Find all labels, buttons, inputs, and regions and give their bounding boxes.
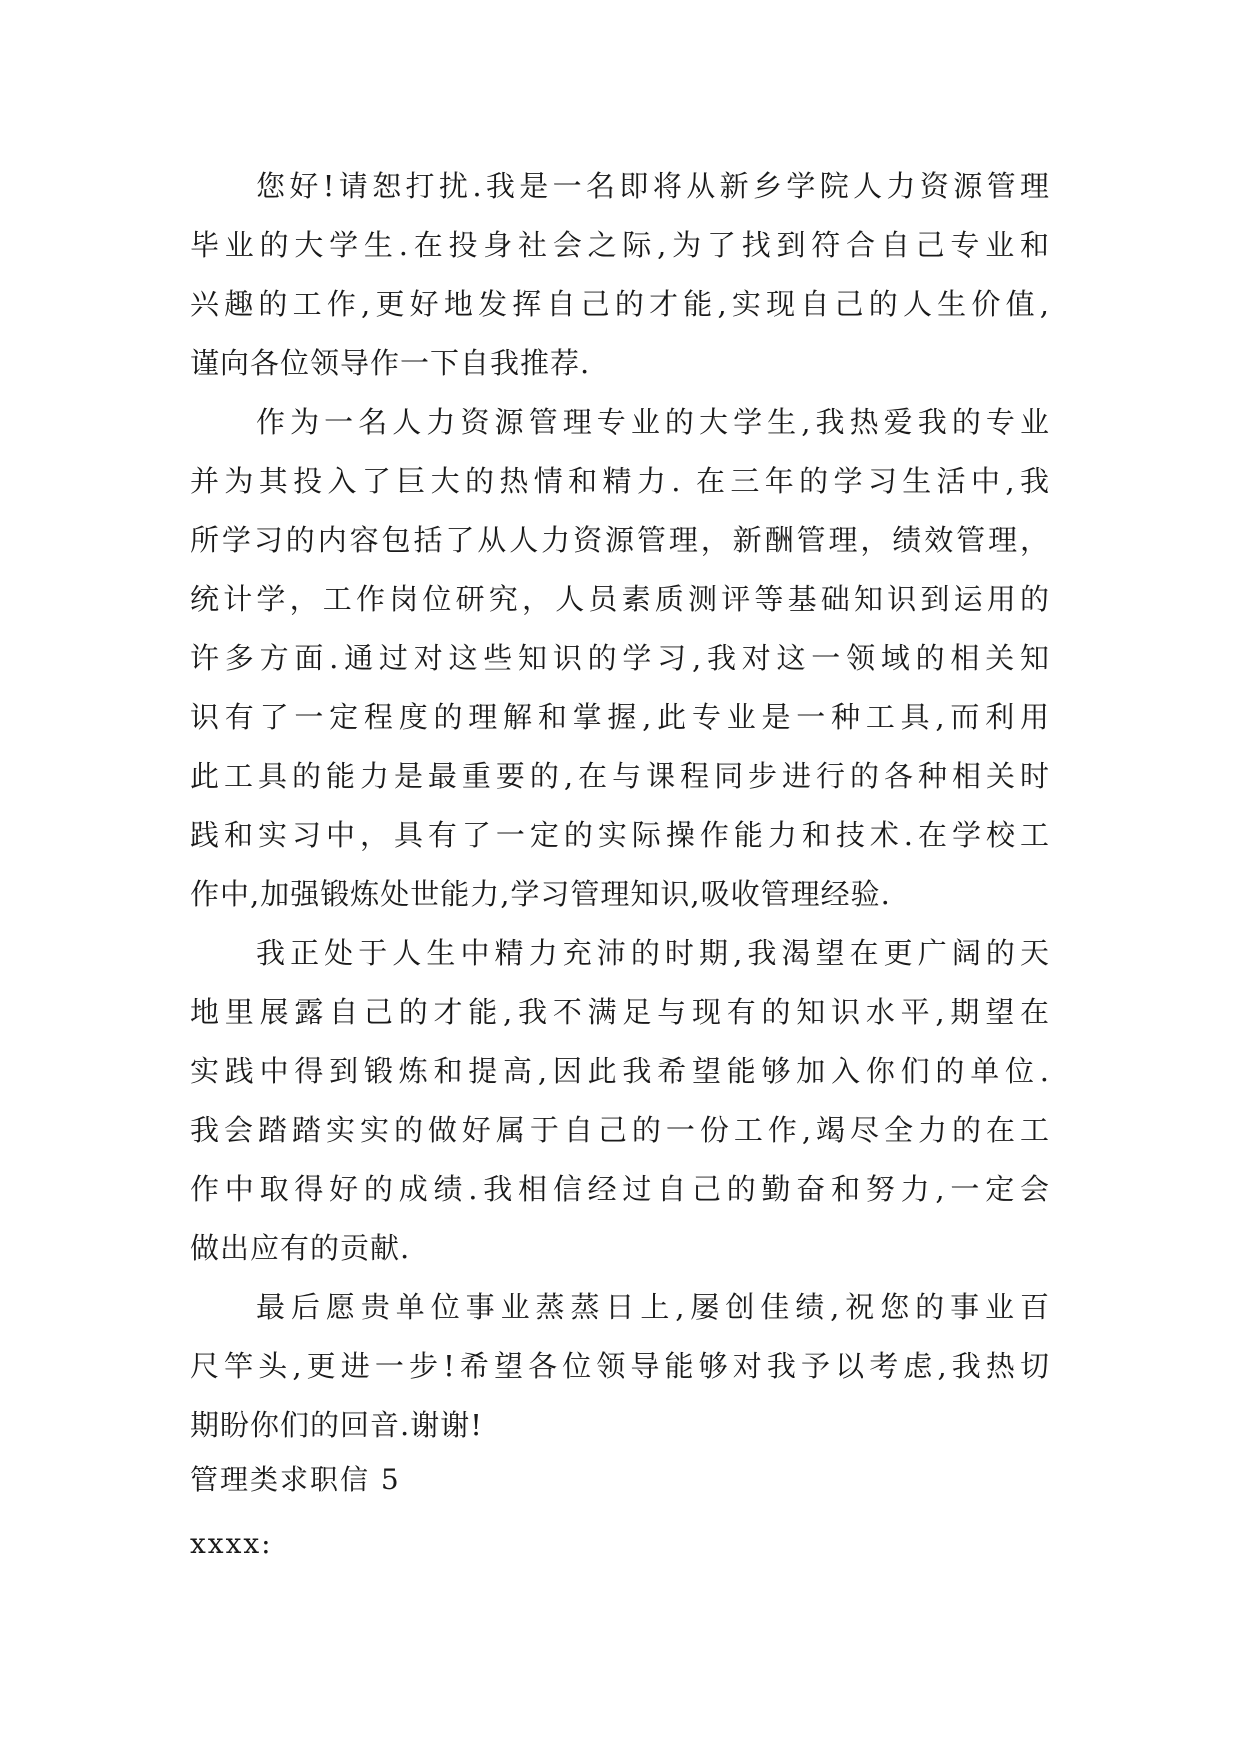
- paragraph-line: 作中,加强锻炼处世能力,学习管理知识,吸收管理经验.: [190, 877, 891, 911]
- paragraph-line: 最后愿贵单位事业蒸蒸日上,屡创佳绩,祝您的事业百: [256, 1290, 1050, 1324]
- paragraph-line: 期盼你们的回音.谢谢!: [190, 1408, 483, 1442]
- paragraph-line: 实践中得到锻炼和提高,因此我希望能够加入你们的单位.: [190, 1054, 1050, 1088]
- paragraph-line: 尺竿头,更进一步!希望各位领导能够对我予以考虑,我热切: [190, 1349, 1050, 1383]
- paragraph-line: 谨向各位领导作一下自我推荐.: [190, 346, 591, 380]
- salutation: xxxx:: [190, 1527, 273, 1560]
- paragraph-line: 此工具的能力是最重要的,在与课程同步进行的各种相关时: [190, 759, 1050, 793]
- paragraph-line: 作为一名人力资源管理专业的大学生,我热爱我的专业: [256, 405, 1050, 439]
- paragraph-line: 并为其投入了巨大的热情和精力. 在三年的学习生活中,我: [190, 464, 1050, 498]
- paragraph-line: 许多方面.通过对这些知识的学习,我对这一领域的相关知: [190, 641, 1050, 675]
- paragraph-line: 我会踏踏实实的做好属于自己的一份工作,竭尽全力的在工: [190, 1113, 1050, 1147]
- paragraph-line: 做出应有的贡献.: [190, 1231, 411, 1265]
- paragraph-line: 作中取得好的成绩.我相信经过自己的勤奋和努力,一定会: [190, 1172, 1050, 1206]
- paragraph-line: 我正处于人生中精力充沛的时期,我渴望在更广阔的天: [256, 936, 1050, 970]
- paragraph-line: 毕业的大学生.在投身社会之际,为了找到符合自己专业和: [190, 228, 1050, 262]
- paragraph-line: 践和实习中，具有了一定的实际操作能力和技术.在学校工: [190, 818, 1050, 852]
- section-title: 管理类求职信 5: [190, 1463, 401, 1496]
- paragraph-line: 统计学，工作岗位研究，人员素质测评等基础知识到运用的: [190, 582, 1050, 616]
- paragraph-line: 地里展露自己的才能,我不满足与现有的知识水平,期望在: [190, 995, 1050, 1029]
- paragraph-line: 兴趣的工作,更好地发挥自己的才能,实现自己的人生价值,: [190, 287, 1050, 321]
- paragraph-line: 您好!请恕打扰.我是一名即将从新乡学院人力资源管理: [256, 169, 1050, 203]
- paragraph-line: 所学习的内容包括了从人力资源管理，新酬管理，绩效管理，: [190, 523, 1050, 557]
- paragraph-line: 识有了一定程度的理解和掌握,此专业是一种工具,而利用: [190, 700, 1050, 734]
